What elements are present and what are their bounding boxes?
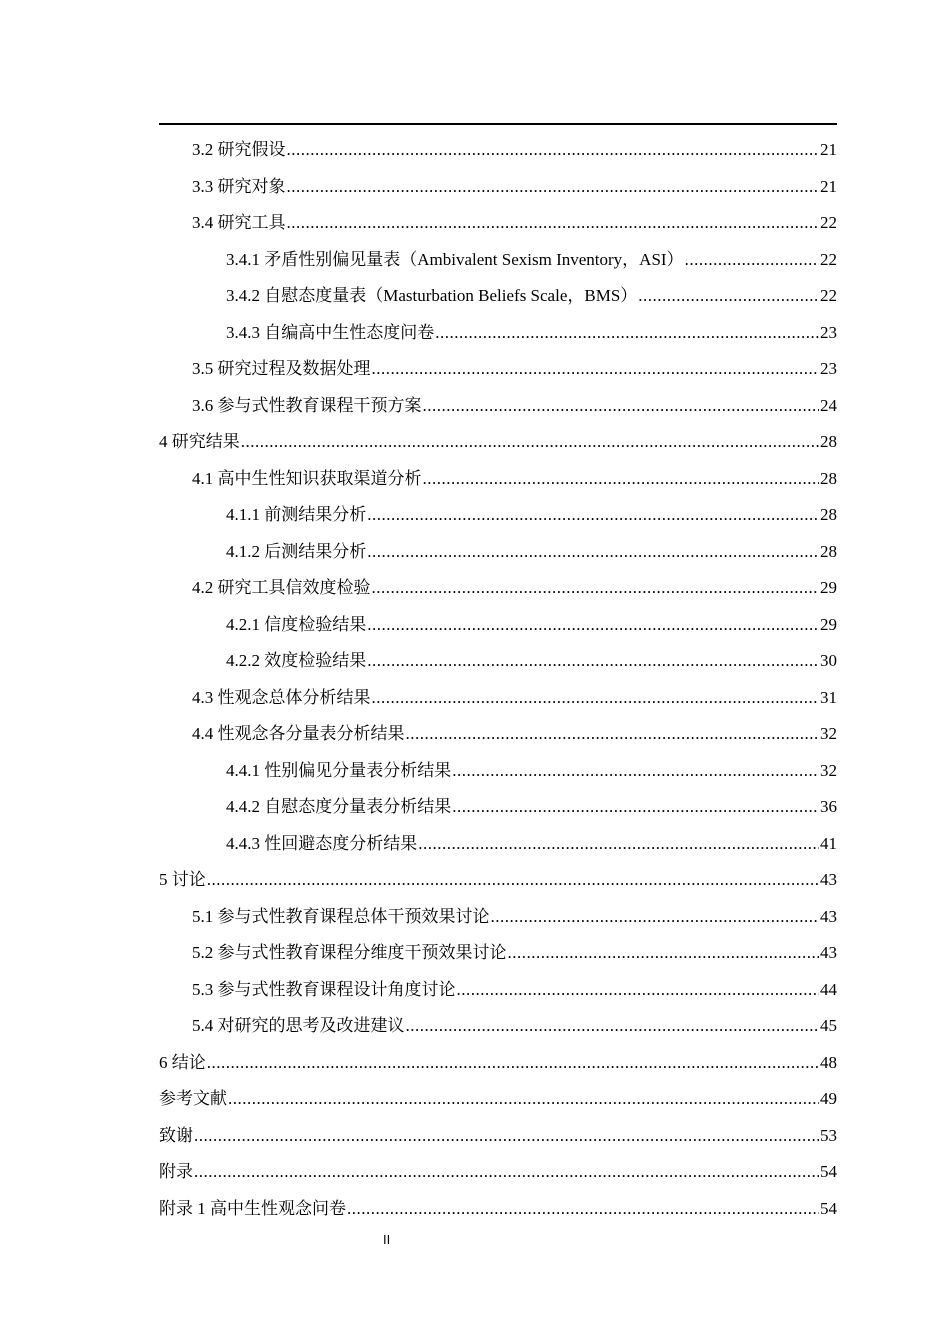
toc-leader-dots xyxy=(435,315,819,352)
toc-leader-dots xyxy=(491,899,820,936)
toc-leader-dots xyxy=(423,461,820,498)
toc-entry[interactable] xyxy=(159,1045,837,1082)
toc-entry-page: 22 xyxy=(820,286,837,305)
toc-entry-page: 28 xyxy=(820,505,837,524)
toc-leader-dots xyxy=(347,1191,819,1228)
toc-entry-page: 43 xyxy=(820,870,837,889)
toc-entry[interactable] xyxy=(159,862,837,899)
toc-leader-dots xyxy=(194,1154,819,1191)
toc-leader-dots xyxy=(241,424,819,461)
toc-entry-page: 41 xyxy=(820,833,837,853)
toc-entry[interactable] xyxy=(159,716,837,753)
toc-entry-page: 21 xyxy=(820,140,837,159)
toc-leader-dots xyxy=(406,716,820,753)
toc-entry[interactable] xyxy=(159,424,837,461)
toc-entry-title: 5.3 参与式性教育课程设计角度讨论 xyxy=(192,979,456,999)
toc-entry[interactable] xyxy=(159,132,837,169)
toc-leader-dots xyxy=(452,789,819,826)
table-of-contents xyxy=(159,132,837,1227)
toc-leader-dots xyxy=(207,862,819,899)
toc-entry-page: 29 xyxy=(820,578,837,597)
toc-leader-dots xyxy=(418,826,819,863)
toc-leader-dots xyxy=(372,680,820,717)
toc-leader-dots xyxy=(367,643,819,680)
toc-entry-title: 3.6 参与式性教育课程干预方案 xyxy=(192,395,422,415)
toc-entry-title: 3.5 研究过程及数据处理 xyxy=(192,359,371,378)
toc-entry-title: 3.4.3 自编高中生性态度问卷 xyxy=(226,322,435,342)
toc-entry[interactable] xyxy=(159,570,837,607)
toc-entry-title: 5.1 参与式性教育课程总体干预效果讨论 xyxy=(192,906,490,926)
toc-entry-page: 22 xyxy=(820,249,837,269)
toc-entry[interactable] xyxy=(159,1081,837,1118)
toc-entry[interactable] xyxy=(159,242,837,279)
toc-leader-dots xyxy=(367,534,819,571)
toc-entry[interactable] xyxy=(159,1191,837,1228)
toc-entry-title: 3.3 研究对象 xyxy=(192,176,286,196)
toc-entry-title: 3.4.2 自慰态度量表（Masturbation Beliefs Scale，BMS） xyxy=(226,286,638,305)
toc-entry-title: 4.4.3 性回避态度分析结果 xyxy=(226,833,418,853)
toc-entry-page: 21 xyxy=(820,176,837,196)
toc-entry[interactable] xyxy=(159,351,837,388)
toc-leader-dots xyxy=(194,1118,819,1155)
toc-entry-title: 致谢 xyxy=(159,1125,193,1145)
toc-entry-page: 32 xyxy=(820,724,837,743)
toc-entry-title: 4.2 研究工具信效度检验 xyxy=(192,578,371,597)
toc-entry[interactable] xyxy=(159,643,837,680)
toc-entry-page: 30 xyxy=(820,651,837,670)
toc-entry-page: 48 xyxy=(820,1052,837,1072)
toc-leader-dots xyxy=(287,169,820,206)
toc-entry-title: 3.4.1 矛盾性别偏见量表（Ambivalent Sexism Inventory，ASI） xyxy=(226,249,684,269)
toc-entry-page: 44 xyxy=(820,979,837,999)
toc-entry-page: 32 xyxy=(820,760,837,780)
toc-entry[interactable] xyxy=(159,607,837,644)
toc-entry-title: 5.2 参与式性教育课程分维度干预效果讨论 xyxy=(192,943,507,962)
toc-entry-title: 4.1 高中生性知识获取渠道分析 xyxy=(192,468,422,488)
toc-entry[interactable] xyxy=(159,1154,837,1191)
toc-leader-dots xyxy=(207,1045,819,1082)
toc-entry[interactable] xyxy=(159,497,837,534)
toc-entry-title: 4.3 性观念总体分析结果 xyxy=(192,687,371,707)
toc-entry-page: 23 xyxy=(820,322,837,342)
toc-entry-page: 28 xyxy=(820,468,837,488)
toc-entry[interactable] xyxy=(159,205,837,242)
toc-leader-dots xyxy=(372,351,820,388)
toc-leader-dots xyxy=(406,1008,820,1045)
toc-leader-dots xyxy=(287,132,820,169)
toc-entry[interactable] xyxy=(159,972,837,1009)
toc-entry[interactable] xyxy=(159,1008,837,1045)
page-number: II xyxy=(383,1232,391,1247)
toc-entry-page: 29 xyxy=(820,614,837,634)
toc-leader-dots xyxy=(508,935,820,972)
toc-leader-dots xyxy=(452,753,819,790)
toc-entry-page: 31 xyxy=(820,687,837,707)
toc-entry[interactable] xyxy=(159,388,837,425)
toc-leader-dots xyxy=(423,388,820,425)
toc-entry-page: 54 xyxy=(820,1198,837,1218)
toc-entry-page: 22 xyxy=(820,213,837,232)
toc-entry[interactable] xyxy=(159,278,837,315)
toc-entry[interactable] xyxy=(159,315,837,352)
toc-entry-title: 4.4.1 性别偏见分量表分析结果 xyxy=(226,760,452,780)
toc-entry-page: 28 xyxy=(820,432,837,451)
toc-entry-title: 3.4 研究工具 xyxy=(192,213,286,232)
toc-entry-title: 参考文献 xyxy=(159,1089,227,1108)
toc-leader-dots xyxy=(685,242,819,279)
toc-entry[interactable] xyxy=(159,461,837,498)
toc-leader-dots xyxy=(287,205,820,242)
toc-leader-dots xyxy=(457,972,820,1009)
toc-entry-page: 23 xyxy=(820,359,837,378)
toc-entry-title: 4.4.2 自慰态度分量表分析结果 xyxy=(226,797,452,816)
toc-entry[interactable] xyxy=(159,935,837,972)
toc-entry[interactable] xyxy=(159,534,837,571)
toc-entry-title: 4.2.1 信度检验结果 xyxy=(226,614,367,634)
toc-entry[interactable] xyxy=(159,680,837,717)
toc-entry-page: 24 xyxy=(820,395,837,415)
toc-leader-dots xyxy=(367,497,819,534)
toc-entry-title: 4 研究结果 xyxy=(159,432,240,451)
toc-leader-dots xyxy=(228,1081,819,1118)
toc-entry[interactable] xyxy=(159,899,837,936)
header-rule xyxy=(159,123,837,125)
toc-leader-dots xyxy=(367,607,819,644)
toc-entry-title: 附录 1 高中生性观念问卷 xyxy=(159,1198,346,1218)
toc-entry-title: 3.2 研究假设 xyxy=(192,140,286,159)
toc-entry[interactable] xyxy=(159,169,837,206)
toc-entry-title: 6 结论 xyxy=(159,1052,206,1072)
toc-entry-page: 36 xyxy=(820,797,837,816)
toc-leader-dots xyxy=(372,570,820,607)
toc-entry-title: 4.2.2 效度检验结果 xyxy=(226,651,367,670)
toc-entry[interactable] xyxy=(159,753,837,790)
toc-entry-page: 45 xyxy=(820,1016,837,1035)
toc-entry-page: 43 xyxy=(820,943,837,962)
toc-entry[interactable] xyxy=(159,1118,837,1155)
toc-entry-page: 28 xyxy=(820,541,837,561)
toc-entry-page: 54 xyxy=(820,1162,837,1181)
toc-entry-page: 49 xyxy=(820,1089,837,1108)
toc-entry-title: 5.4 对研究的思考及改进建议 xyxy=(192,1016,405,1035)
toc-entry-title: 5 讨论 xyxy=(159,870,206,889)
toc-entry[interactable] xyxy=(159,826,837,863)
toc-leader-dots xyxy=(638,278,819,315)
toc-entry-page: 43 xyxy=(820,906,837,926)
toc-entry-title: 附录 xyxy=(159,1162,193,1181)
toc-entry-title: 4.4 性观念各分量表分析结果 xyxy=(192,724,405,743)
toc-entry-title: 4.1.2 后测结果分析 xyxy=(226,541,367,561)
toc-entry-title: 4.1.1 前测结果分析 xyxy=(226,505,367,524)
toc-entry[interactable] xyxy=(159,789,837,826)
toc-entry-page: 53 xyxy=(820,1125,837,1145)
